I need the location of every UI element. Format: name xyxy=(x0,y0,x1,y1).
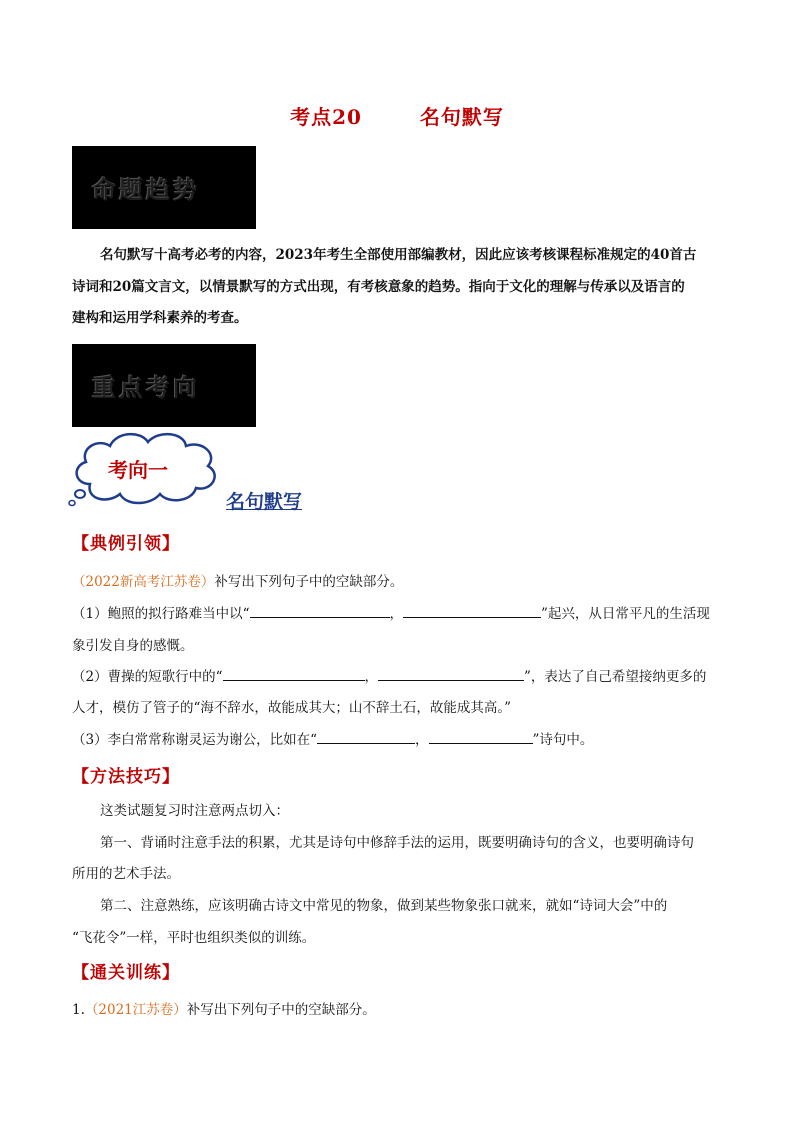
blank-field[interactable] xyxy=(317,730,415,744)
question-number: （1） xyxy=(72,606,108,622)
blank-field[interactable] xyxy=(378,667,524,681)
practice-heading: 【通关训练】 xyxy=(72,963,180,983)
title-prefix: 考点20 xyxy=(290,105,362,129)
question-text: ”诗句中。 xyxy=(532,732,594,748)
question-2 xyxy=(72,665,706,685)
question-1 xyxy=(72,602,710,622)
banner-trend xyxy=(72,146,256,229)
question-comma: ， xyxy=(364,669,378,685)
blank-field[interactable] xyxy=(403,604,541,618)
practice-number: 1. xyxy=(72,1002,85,1018)
intro-line: 诗词和20篇文言文，以情景默写的方式出现，有考核意象的趋势。指向于文化的理解与传承以及语言的 xyxy=(72,278,685,295)
question-text: 曹操的短歌行中的“ xyxy=(107,669,223,685)
question-number: （2） xyxy=(72,669,108,685)
banner-focus xyxy=(72,344,256,427)
question-3 xyxy=(72,728,593,748)
direction-title: 名句默写 xyxy=(226,491,303,513)
banner-trend-label: 命题趋势 xyxy=(92,176,200,204)
example-heading: 【典例引领】 xyxy=(72,534,180,554)
method-text: 第一、背诵时注意手法的积累，尤其是诗句中修辞手法的运用，既要明确诗句的含义，也要明确诗句 xyxy=(100,835,694,851)
method-heading: 【方法技巧】 xyxy=(72,767,180,787)
blank-field[interactable] xyxy=(429,730,533,744)
page-title xyxy=(0,101,794,130)
question-text: ”，表达了自己希望接纳更多的 xyxy=(524,669,707,685)
intro-line: 建构和运用学科素养的考查。 xyxy=(72,310,248,326)
blank-field[interactable] xyxy=(250,604,390,618)
question-number: （3） xyxy=(72,732,108,748)
blank-field[interactable] xyxy=(223,667,365,681)
method-text: 所用的艺术手法。 xyxy=(72,866,180,882)
question-text: ”起兴，从日常平凡的生活现 xyxy=(541,606,710,622)
method-text: 这类试题复习时注意两点切入： xyxy=(100,803,289,819)
practice-source: （2021江苏卷） xyxy=(84,1002,187,1018)
example-source: （2022新高考江苏卷） xyxy=(72,574,215,590)
method-text: “飞花令”一样，平时也组织类似的训练。 xyxy=(72,930,316,946)
question-2-cont: 人才，模仿了管子的“海不辞水，故能成其大；山不辞土石，故能成其高。” xyxy=(72,700,512,716)
question-comma: ， xyxy=(415,732,429,748)
practice-instruction: 补写出下列句子中的空缺部分。 xyxy=(186,1002,376,1018)
title-topic: 名句默写 xyxy=(419,105,504,129)
banner-focus-label: 重点考向 xyxy=(92,374,200,402)
practice-item xyxy=(72,998,376,1018)
intro-line: 名句默写十高考必考的内容，2023年考生全部使用部编教材，因此应该考核课程标准规定的40首古 xyxy=(100,247,697,263)
intro-paragraph xyxy=(72,240,732,335)
direction-badge: 考向一 xyxy=(108,458,168,482)
question-comma: ， xyxy=(389,606,403,622)
question-1-cont: 象引发自身的感慨。 xyxy=(72,638,194,654)
example-instruction-line xyxy=(72,570,403,590)
question-text: 李白常常称谢灵运为谢公，比如在“ xyxy=(107,732,317,748)
question-text: 鲍照的拟行路难当中以“ xyxy=(107,606,250,622)
example-instruction: 补写出下列句子中的空缺部分。 xyxy=(214,574,404,590)
method-text: 第二、注意熟练，应该明确古诗文中常见的物象，做到某些物象张口就来，就如“诗词大会”中的 xyxy=(100,898,668,914)
